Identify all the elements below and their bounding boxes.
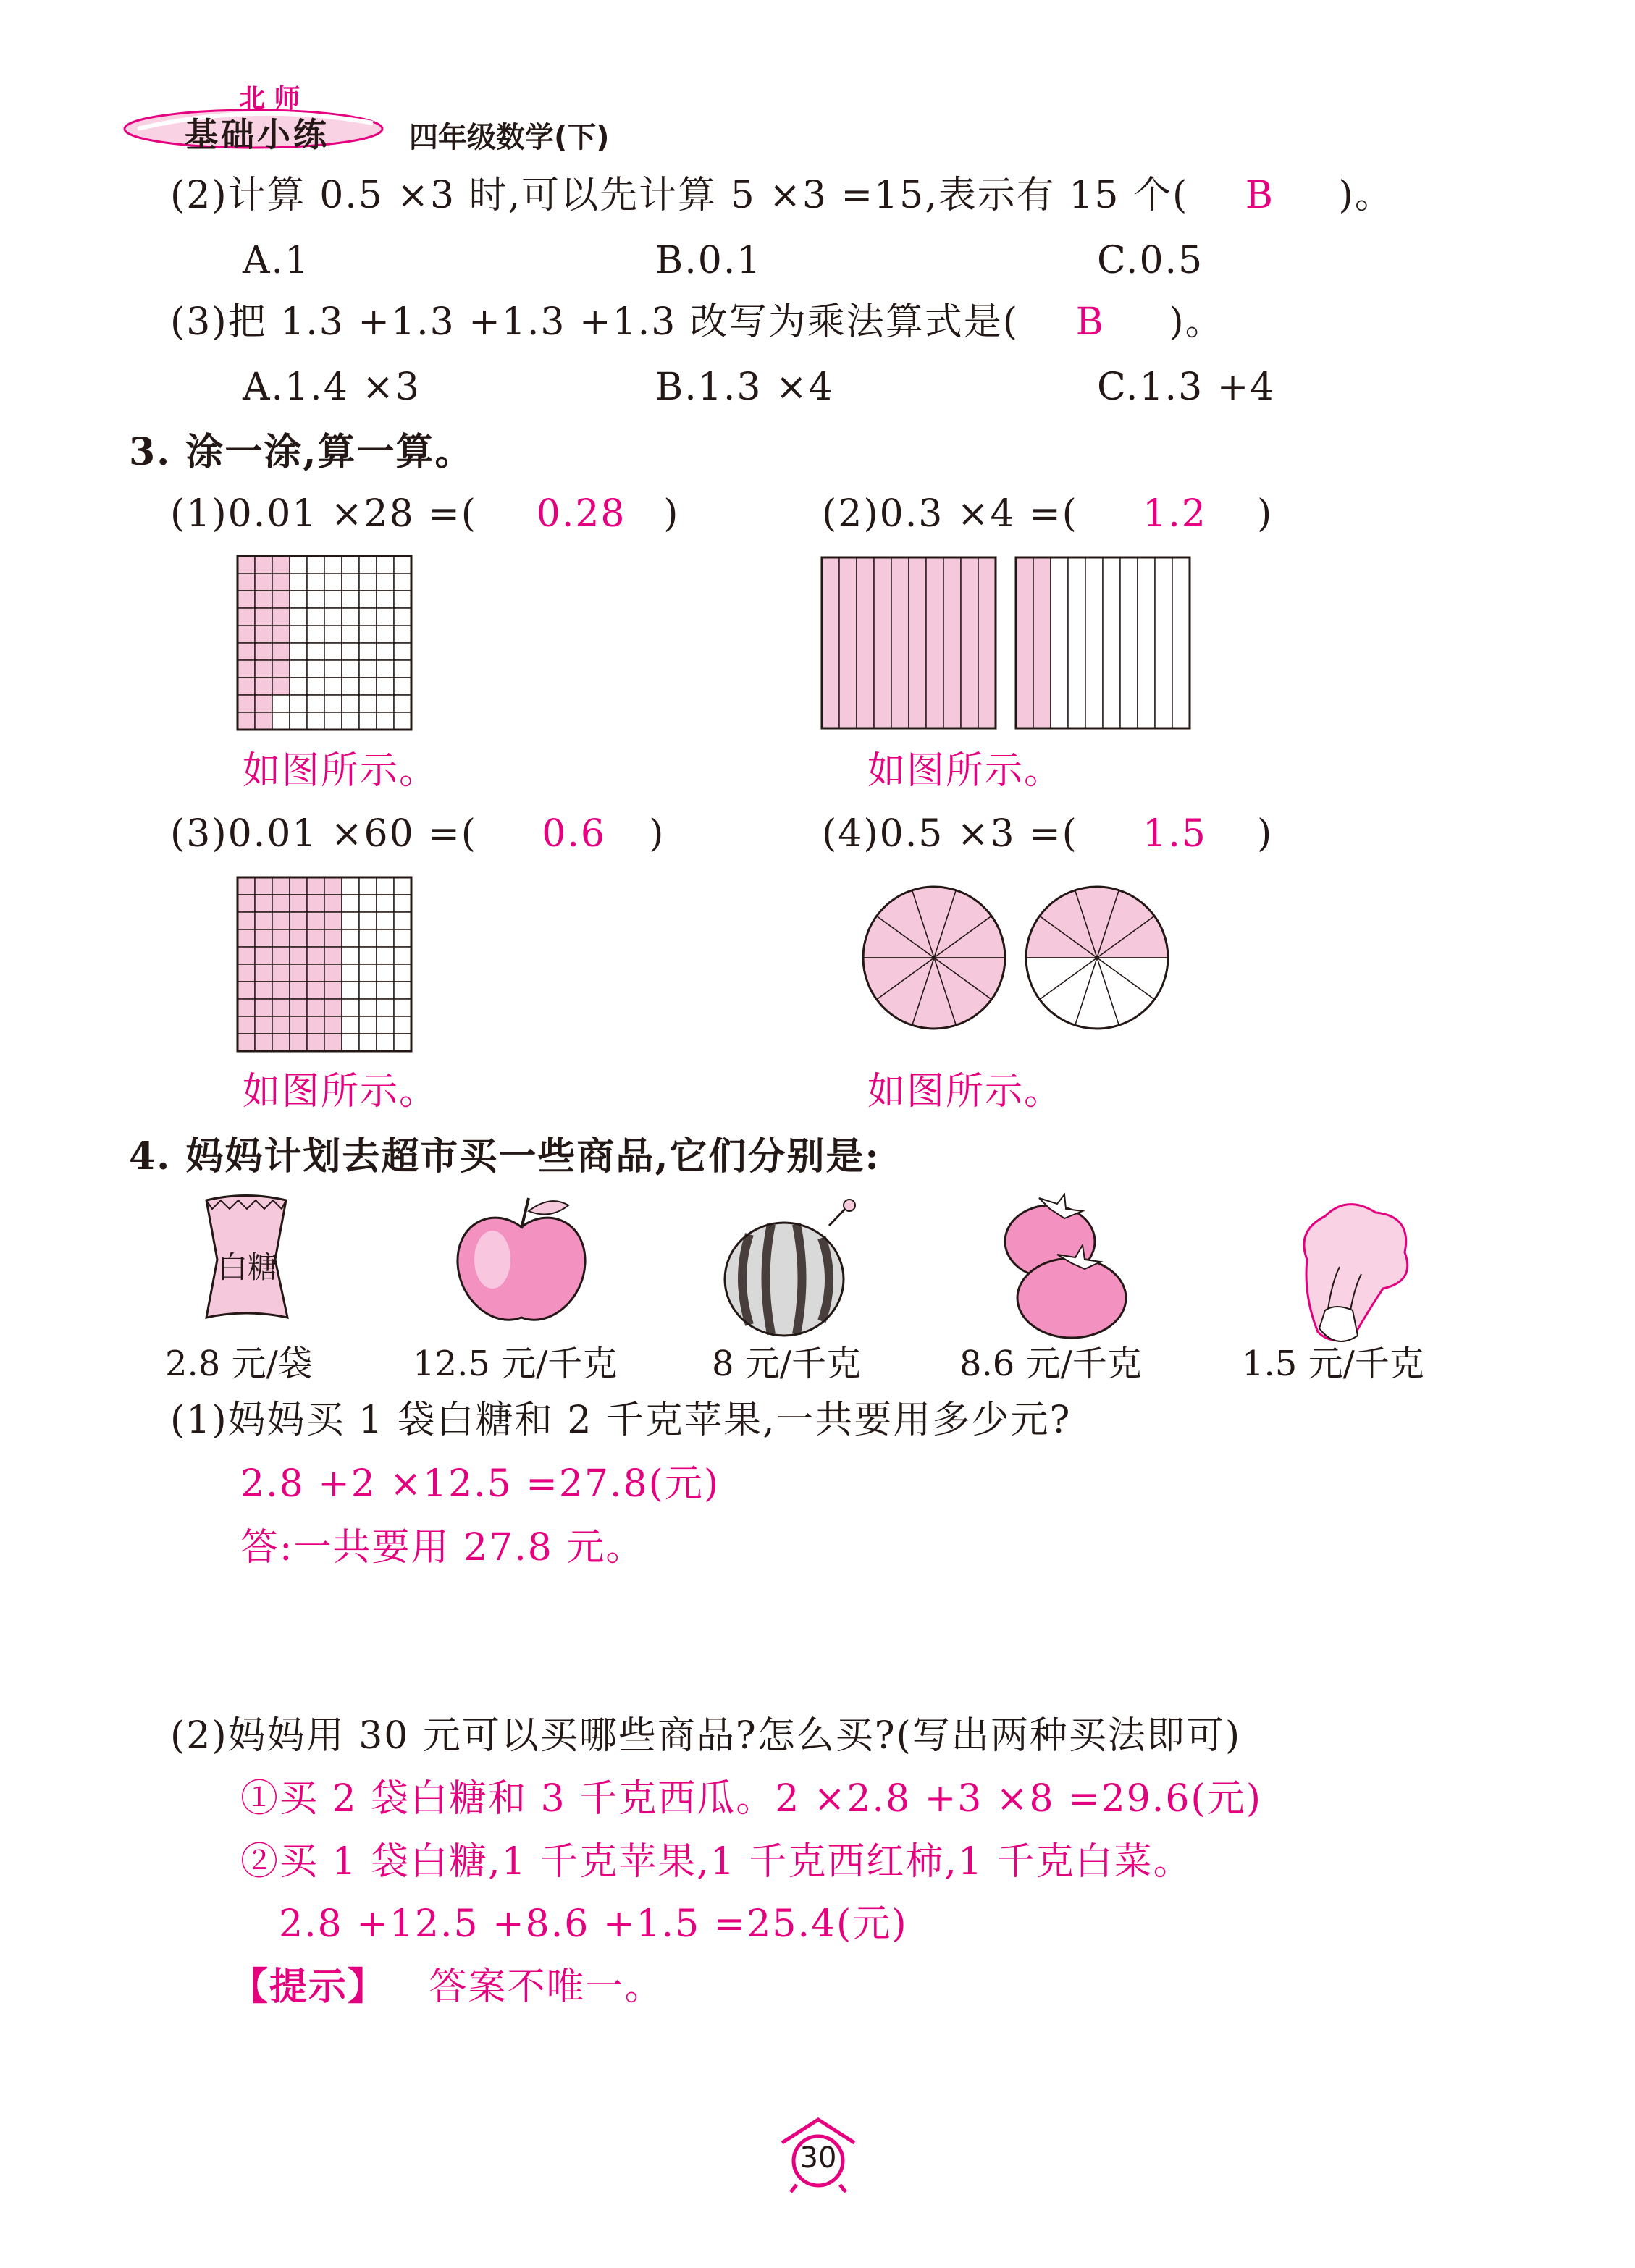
grid-cell — [307, 1034, 324, 1051]
grid-cell — [359, 695, 377, 712]
grid-cell — [272, 1034, 290, 1051]
grid-cell — [359, 643, 377, 660]
grid-cell — [377, 947, 394, 964]
grid-cell — [307, 660, 324, 678]
grid-cell — [255, 573, 272, 591]
grid-cell — [342, 877, 359, 895]
grid-cell — [272, 625, 290, 643]
grid-cell — [272, 678, 290, 695]
grid-cell — [290, 982, 307, 999]
grid-cell — [238, 912, 255, 929]
grid-cell — [272, 895, 290, 912]
q3-4-note: 如图所示。 — [867, 1070, 1064, 1113]
price-tomato: 8.6 元/千克 — [959, 1344, 1142, 1384]
grid-cell — [272, 1016, 290, 1034]
grid-cell — [324, 643, 342, 660]
grid-cell — [342, 982, 359, 999]
grid-cell — [394, 1034, 411, 1051]
grid-cell — [307, 695, 324, 712]
grid-cell — [238, 982, 255, 999]
q2-2-option-b: B.0.1 — [655, 239, 762, 282]
grid-cell — [377, 695, 394, 712]
page-number: 30 — [799, 2141, 837, 2175]
grid-cell — [238, 999, 255, 1016]
grid-cell — [359, 929, 377, 947]
q3-item-1 — [170, 492, 679, 536]
grid-cell — [290, 660, 307, 678]
grid-cell — [272, 929, 290, 947]
grid-cell — [307, 643, 324, 660]
grid-cell — [290, 695, 307, 712]
q2-3-stem-a: (3)把 1.3 +1.3 +1.3 +1.3 改写为乘法算式是( — [170, 300, 1020, 344]
grid-cell — [272, 877, 290, 895]
grid-cell — [394, 877, 411, 895]
grid-cell — [359, 678, 377, 695]
grid-cell — [394, 556, 411, 573]
q4-title: 4. 妈妈计划去超市买一些商品,它们分别是: — [129, 1134, 880, 1179]
grid-cell — [377, 964, 394, 982]
grid-cell — [324, 591, 342, 608]
q2-2-option-a: A.1 — [243, 239, 311, 282]
grid-cell — [394, 625, 411, 643]
grid-cell — [394, 1016, 411, 1034]
grid-cell — [394, 660, 411, 678]
grid-cell — [342, 929, 359, 947]
q3-3-answer: 0.6 — [542, 812, 606, 856]
grid-cell — [290, 929, 307, 947]
grid-cell — [255, 591, 272, 608]
grid-cell — [342, 556, 359, 573]
grid-cell — [359, 591, 377, 608]
grid-cell — [255, 982, 272, 999]
grid-cell — [342, 625, 359, 643]
grid-cell — [342, 712, 359, 730]
grid-cell — [290, 591, 307, 608]
grid-cell — [342, 573, 359, 591]
grid-cell — [359, 947, 377, 964]
grid-cell — [377, 608, 394, 625]
grid-cell — [394, 982, 411, 999]
pie-circles — [862, 872, 1180, 1046]
grid-cell — [342, 591, 359, 608]
grid-cell — [377, 1034, 394, 1051]
grid-cell — [342, 1016, 359, 1034]
grid-cell — [324, 964, 342, 982]
grid-cell — [324, 929, 342, 947]
strip — [839, 557, 857, 728]
price-watermelon: 8 元/千克 — [712, 1344, 861, 1384]
grid-cell — [377, 625, 394, 643]
q3-1-answer: 0.28 — [536, 492, 626, 536]
grid-cell — [290, 625, 307, 643]
q3-2-answer: 1.2 — [1143, 492, 1207, 536]
strip — [874, 557, 891, 728]
price-apple: 12.5 元/千克 — [413, 1344, 618, 1384]
q4-2-line3: 2.8 +12.5 +8.6 +1.5 =25.4(元) — [279, 1902, 908, 1946]
grid-cell — [342, 895, 359, 912]
grid-cell — [255, 695, 272, 712]
grid-cell — [324, 1034, 342, 1051]
grid-cell — [238, 643, 255, 660]
q2-2-answer: B — [1245, 174, 1274, 217]
grid-cell — [394, 895, 411, 912]
q4-2-line1: ①买 2 袋白糖和 3 千克西瓜。2 ×2.8 +3 ×8 =29.6(元) — [240, 1777, 1262, 1821]
grid-cell — [377, 1016, 394, 1034]
grid-cell — [238, 895, 255, 912]
grid-cell — [359, 877, 377, 895]
cabbage-icon — [1274, 1187, 1419, 1354]
grid-cell — [255, 678, 272, 695]
grid-cell — [238, 695, 255, 712]
strip — [1155, 557, 1172, 728]
q2-3-stem — [170, 300, 1224, 344]
grid-cell — [238, 1016, 255, 1034]
grid-cell — [359, 982, 377, 999]
grid-cell — [324, 947, 342, 964]
grid-cell — [238, 877, 255, 895]
grid-cell — [290, 678, 307, 695]
grid-cell — [377, 929, 394, 947]
grid-cell — [290, 912, 307, 929]
grid-cell — [359, 964, 377, 982]
grid-cell — [377, 591, 394, 608]
grid-cell — [359, 1016, 377, 1034]
q4-1-answer: 答:一共要用 27.8 元。 — [240, 1526, 645, 1569]
grid-cell — [307, 982, 324, 999]
q2-3-stem-b: )。 — [1169, 300, 1224, 344]
grid-cell — [238, 1034, 255, 1051]
grid-cell — [290, 712, 307, 730]
grid-cell — [255, 556, 272, 573]
grid-cell — [272, 660, 290, 678]
grid-cell — [377, 660, 394, 678]
grid-cell — [290, 556, 307, 573]
grid-cell — [255, 643, 272, 660]
grid-cell — [238, 947, 255, 964]
grid-cell — [394, 999, 411, 1016]
grid-cell — [342, 660, 359, 678]
q3-2-note: 如图所示。 — [867, 749, 1064, 793]
grid-cell — [307, 947, 324, 964]
grid-cell — [255, 999, 272, 1016]
grid-cell — [324, 982, 342, 999]
q4-1-question: (1)妈妈买 1 袋白糖和 2 千克苹果,一共要用多少元? — [170, 1399, 1072, 1442]
grid-cell — [307, 556, 324, 573]
grid-cell — [255, 877, 272, 895]
grid-cell — [324, 625, 342, 643]
grid-cell — [324, 556, 342, 573]
grid-cell — [307, 964, 324, 982]
grid-cell — [307, 712, 324, 730]
grid-cell — [359, 556, 377, 573]
grid-cell — [359, 625, 377, 643]
price-sugar: 2.8 元/袋 — [165, 1344, 313, 1384]
q3-1-close: ) — [663, 492, 680, 536]
grid-cell — [359, 895, 377, 912]
hundred-grid-3 — [238, 877, 411, 1051]
grid-cell — [238, 660, 255, 678]
grid-cell — [359, 712, 377, 730]
q2-2-stem-a: (2)计算 0.5 ×3 时,可以先计算 5 ×3 =15,表示有 15 个( — [170, 174, 1189, 217]
grid-cell — [324, 660, 342, 678]
tomato-icon — [992, 1191, 1137, 1343]
grid-cell — [377, 999, 394, 1016]
q3-3-close: ) — [649, 812, 665, 856]
grid-cell — [359, 912, 377, 929]
grid-cell — [359, 999, 377, 1016]
q3-4-close: ) — [1257, 812, 1274, 856]
grid-cell — [394, 695, 411, 712]
book-title: 四年级数学(下) — [409, 121, 610, 154]
q4-2-question: (2)妈妈用 30 元可以买哪些商品?怎么买?(写出两种买法即可) — [170, 1714, 1242, 1758]
strip — [1085, 557, 1103, 728]
grid-cell — [377, 678, 394, 695]
grid-cell — [342, 643, 359, 660]
strip — [1103, 557, 1120, 728]
grid-cell — [359, 608, 377, 625]
grid-cell — [255, 660, 272, 678]
grid-cell — [324, 573, 342, 591]
grid-cell — [255, 947, 272, 964]
grid-cell — [342, 964, 359, 982]
grid-cell — [307, 625, 324, 643]
grid-cell — [307, 591, 324, 608]
grid-cell — [377, 895, 394, 912]
grid-cell — [290, 895, 307, 912]
strip — [1016, 557, 1033, 728]
grid-cell — [238, 573, 255, 591]
grid-cell — [394, 591, 411, 608]
grid-cell — [377, 877, 394, 895]
strip — [978, 557, 996, 728]
grid-cell — [290, 608, 307, 625]
q3-2-stem: (2)0.3 ×4 =( — [822, 492, 1078, 536]
q2-3-option-c: C.1.3 +4 — [1097, 366, 1276, 409]
grid-cell — [307, 929, 324, 947]
grid-cell — [238, 591, 255, 608]
grid-cell — [255, 625, 272, 643]
grid-cell — [307, 573, 324, 591]
grid-cell — [342, 1034, 359, 1051]
q3-4-stem: (4)0.5 ×3 =( — [822, 812, 1078, 856]
strip — [909, 557, 926, 728]
strip — [1120, 557, 1138, 728]
grid-cell — [377, 982, 394, 999]
q3-item-4 — [822, 812, 1273, 856]
grid-cell — [377, 573, 394, 591]
grid-cell — [324, 712, 342, 730]
grid-cell — [290, 1034, 307, 1051]
grid-cell — [307, 1016, 324, 1034]
grid-cell — [324, 695, 342, 712]
grid-cell — [342, 608, 359, 625]
grid-cell — [290, 947, 307, 964]
grid-cell — [307, 608, 324, 625]
grid-cell — [377, 712, 394, 730]
grid-cell — [255, 608, 272, 625]
grid-cell — [255, 712, 272, 730]
grid-cell — [377, 556, 394, 573]
q2-3-answer: B — [1075, 300, 1105, 344]
q3-item-2 — [822, 492, 1273, 536]
grid-cell — [238, 556, 255, 573]
hundred-grid-1 — [238, 556, 411, 730]
grid-cell — [272, 591, 290, 608]
grid-cell — [272, 695, 290, 712]
grid-cell — [290, 643, 307, 660]
grid-cell — [255, 1016, 272, 1034]
grid-cell — [255, 912, 272, 929]
grid-cell — [238, 608, 255, 625]
grid-cell — [359, 1034, 377, 1051]
grid-cell — [394, 643, 411, 660]
grid-cell — [255, 1034, 272, 1051]
strip — [1051, 557, 1068, 728]
grid-cell — [238, 678, 255, 695]
q2-3-option-a: A.1.4 ×3 — [243, 366, 421, 409]
grid-cell — [272, 947, 290, 964]
grid-cell — [255, 895, 272, 912]
grid-cell — [359, 660, 377, 678]
q3-2-close: ) — [1257, 492, 1274, 536]
q2-2-stem — [170, 174, 1394, 217]
grid-cell — [255, 964, 272, 982]
q4-1-calc: 2.8 +2 ×12.5 =27.8(元) — [240, 1462, 720, 1506]
grid-cell — [238, 929, 255, 947]
grid-cell — [238, 712, 255, 730]
apple-icon — [449, 1191, 594, 1336]
grid-cell — [342, 678, 359, 695]
grid-cell — [290, 964, 307, 982]
grid-cell — [377, 912, 394, 929]
q2-2-stem-b: )。 — [1338, 174, 1394, 217]
strip — [891, 557, 909, 728]
grid-cell — [394, 573, 411, 591]
grid-cell — [290, 573, 307, 591]
grid-cell — [394, 608, 411, 625]
grid-cell — [272, 608, 290, 625]
grid-cell — [290, 1016, 307, 1034]
grid-cell — [290, 877, 307, 895]
grid-cell — [342, 695, 359, 712]
grid-cell — [394, 912, 411, 929]
grid-cell — [255, 929, 272, 947]
series-title: 基础小练 — [185, 115, 329, 154]
grid-cell — [394, 712, 411, 730]
grid-cell — [324, 895, 342, 912]
grid-cell — [272, 712, 290, 730]
grid-cell — [307, 877, 324, 895]
sugar-bag-label: 白糖 — [217, 1249, 279, 1285]
grid-cell — [307, 678, 324, 695]
grid-cell — [307, 999, 324, 1016]
q3-item-3 — [170, 812, 665, 856]
grid-cell — [272, 982, 290, 999]
grid-cell — [324, 877, 342, 895]
grid-cell — [342, 947, 359, 964]
grid-cell — [307, 895, 324, 912]
q3-title: 3. 涂一涂,算一算。 — [129, 430, 474, 474]
price-cabbage: 1.5 元/千克 — [1242, 1344, 1424, 1384]
grid-cell — [238, 964, 255, 982]
grid-cell — [324, 999, 342, 1016]
hint-label: 【提示】 — [230, 1965, 387, 2009]
grid-cell — [394, 947, 411, 964]
grid-cell — [394, 964, 411, 982]
q3-3-stem: (3)0.01 ×60 =( — [170, 812, 478, 856]
q3-4-answer: 1.5 — [1143, 812, 1207, 856]
strip — [1172, 557, 1190, 728]
strip — [1138, 557, 1155, 728]
grid-cell — [324, 678, 342, 695]
grid-cell — [359, 573, 377, 591]
strip — [1068, 557, 1085, 728]
grid-cell — [394, 929, 411, 947]
grid-cell — [272, 643, 290, 660]
q3-1-stem: (1)0.01 ×28 =( — [170, 492, 478, 536]
grid-cell — [290, 999, 307, 1016]
watermelon-icon — [720, 1198, 865, 1343]
grid-cell — [324, 912, 342, 929]
grid-cell — [307, 912, 324, 929]
strip — [961, 557, 978, 728]
strip — [822, 557, 839, 728]
grid-cell — [272, 964, 290, 982]
strip — [943, 557, 961, 728]
grid-cell — [394, 678, 411, 695]
grid-cell — [324, 608, 342, 625]
strip — [926, 557, 943, 728]
grid-cell — [272, 999, 290, 1016]
grid-cell — [272, 556, 290, 573]
q2-2-option-c: C.0.5 — [1097, 239, 1204, 282]
tenth-strips — [822, 556, 1198, 730]
q3-3-note: 如图所示。 — [243, 1070, 439, 1113]
q4-2-line2: ②买 1 袋白糖,1 千克苹果,1 千克西红柿,1 千克白菜。 — [240, 1840, 1193, 1884]
grid-cell — [238, 625, 255, 643]
q4-2-hint — [230, 1965, 664, 2009]
q3-1-note: 如图所示。 — [243, 749, 439, 793]
series-top-label: 北 师 — [239, 84, 300, 114]
grid-cell — [272, 912, 290, 929]
grid-cell — [342, 999, 359, 1016]
grid-cell — [342, 912, 359, 929]
strip — [857, 557, 874, 728]
q2-3-option-b: B.1.3 ×4 — [655, 366, 834, 409]
grid-cell — [324, 1016, 342, 1034]
strip — [1033, 557, 1051, 728]
grid-cell — [377, 643, 394, 660]
grid-cell — [272, 573, 290, 591]
hint-text: 答案不唯一。 — [429, 1965, 664, 2009]
